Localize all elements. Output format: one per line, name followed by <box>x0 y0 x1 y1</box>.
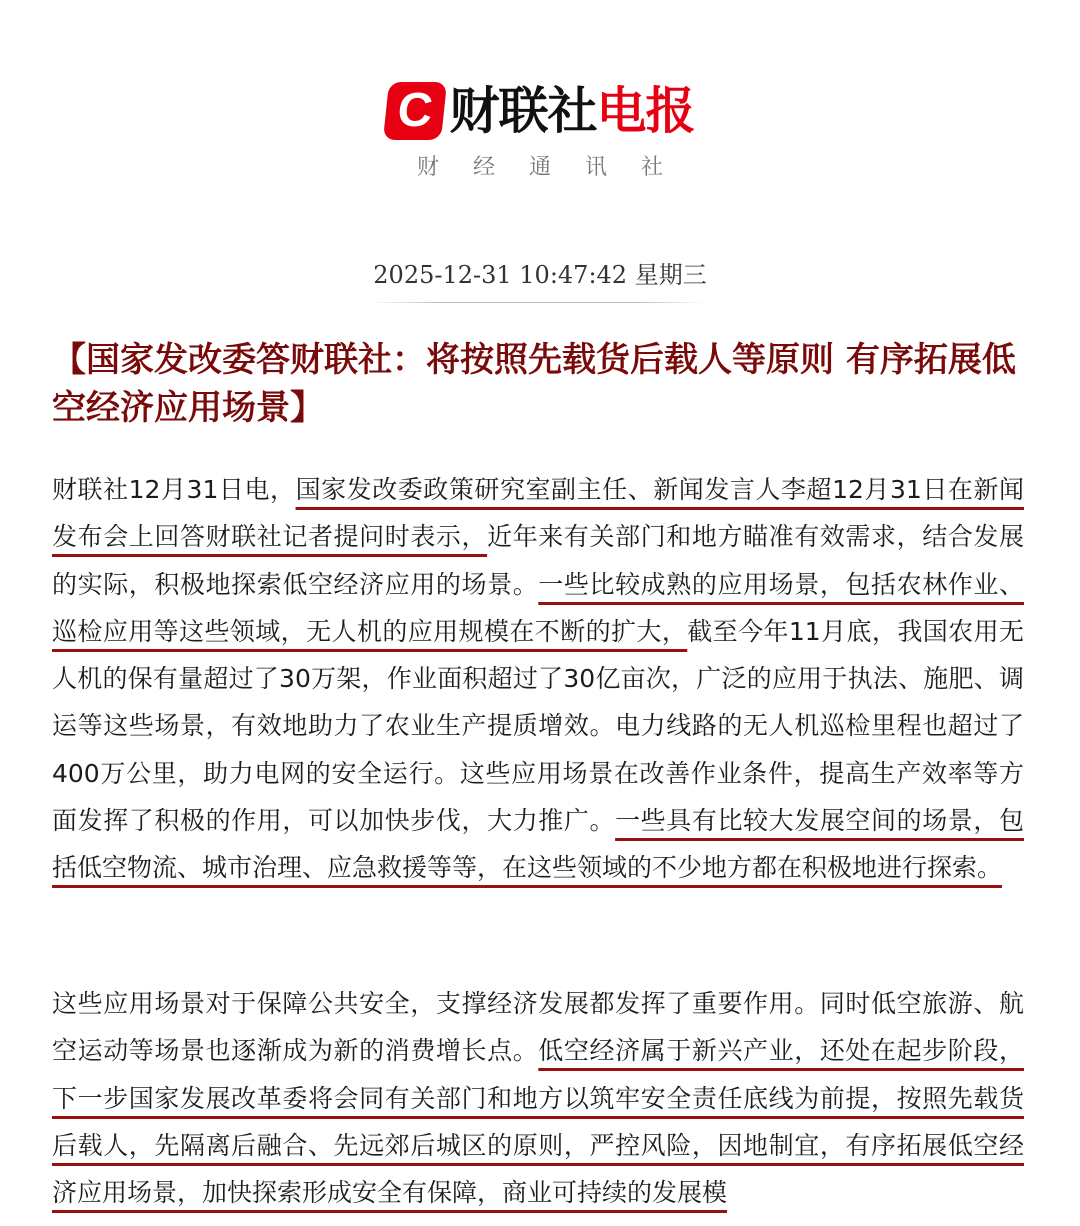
para1-highlight: 一些具有比较大发展空间的场景，包括低空物流、城市治理、应急救援等等，在这些领域的不少地方都在积极地进行探索。 <box>52 806 1024 883</box>
logo-c-icon: C <box>382 82 446 140</box>
para1-sentence: 财联社12月31日电， <box>52 475 296 504</box>
para1-highlight: 一些比较成熟的应用场景，包括农林作业、巡检应用等这些领域，无人机的应用规模在不断的扩大， <box>52 569 1024 646</box>
logo-text-red: 电报 <box>596 82 695 140</box>
date-divider <box>370 302 706 303</box>
logo <box>0 78 1080 144</box>
para2-sentence: 这些应用场景对于保障公共安全，支撑经济发展都发挥了重要作用。同时低空旅游、航空运动等场景也逐渐成为新的消费增长点。 <box>52 989 1024 1066</box>
logo-text-black: 财联社 <box>449 82 597 140</box>
para1-sentence: 截至今年11月底，我国农用无人机的保有量超过了30万架，作业面积超过了30亿亩次，广泛的应用于执法、施肥、调运等这些场景，有效地助力了农业生产提质增效。电力线路的无人机巡检里程也超过了400万公里，助力电网的安全运行。这些应用场景在改善作业条件，提高生产效率等方面发挥了积极的作用，可以加快步伐，大力推广。 <box>52 616 1024 836</box>
para2-highlight: 低空经济属于新兴产业，还处在起步阶段，下一步国家发展改革委将会同有关部门和地方以筑牢安全责任底线为前提，按照先载货后载人，先隔离后融合、先远郊后城区的原则，严控风险，因地制宜，有序拓展低空经济应用场景，加快探索形成安全有保障，商业可持续的发展模 <box>52 1036 1024 1208</box>
dateline: 2025-12-31 10:47:42 星期三 <box>373 261 707 289</box>
para1-sentence: 近年来有关部门和地方瞄准有效需求，结合发展的实际，积极地探索低空经济应用的场景。 <box>52 522 1024 599</box>
masthead <box>0 70 1080 190</box>
headline: 【国家发改委答财联社：将按照先载货后载人等原则 有序拓展低空经济应用场景】 <box>52 340 1016 428</box>
logo-subtitle: 财经通讯社 <box>416 155 697 180</box>
body-paragraph-2 <box>52 980 1024 1216</box>
body-paragraph-1 <box>52 466 1024 892</box>
para1-highlight: 国家发改委政策研究室副主任、新闻发言人李超12月31日在新闻发布会上回答财联社记者提问时表示， <box>52 475 1024 552</box>
